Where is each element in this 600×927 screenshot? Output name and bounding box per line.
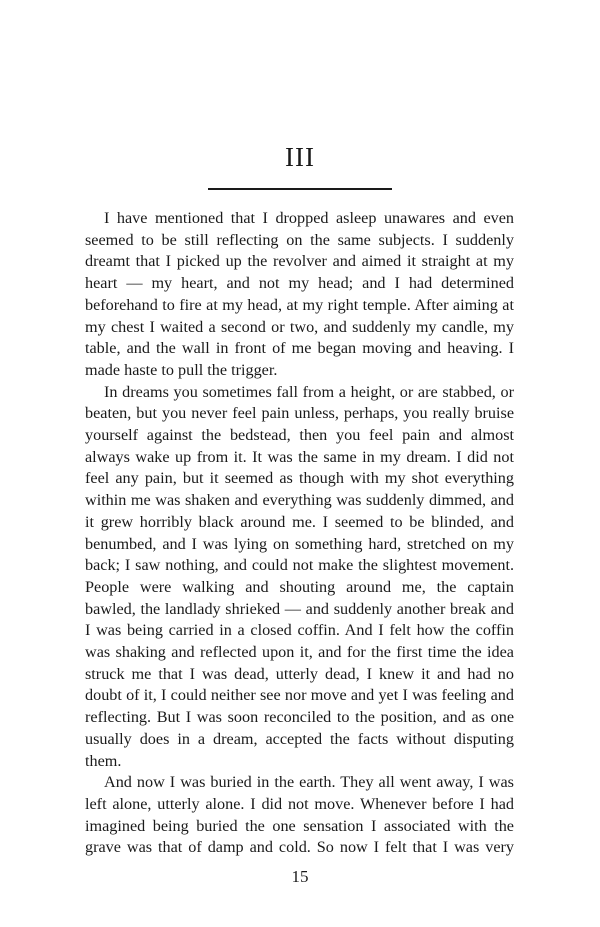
paragraph: And now I was buried in the earth. They all went away, I was left alone, utterly alone. I did not move. Whenever before I had imagined being buried the one sensation I associated with the grave was that of damp and cold. So now I felt that I was very [85,773,514,857]
chapter-divider [208,188,392,190]
body-text [85,208,514,859]
chapter-heading: III [285,142,315,172]
page-number: 15 [291,867,309,886]
paragraph: In dreams you sometimes fall from a height, or are stabbed, or beaten, but you never feel pain unless, perhaps, you really bruise yourself against the bedstead, then you feel pain and almost always wake up from it. It was the same in my dream. I did not feel any pain, but it seemed as though with my shot everything within me was shaken and everything was suddenly dimmed, and it grew horribly black around me. I seemed to be blinded, and benumbed, and I was lying on something hard, stretched on my back; I saw nothing, and could not make the slightest movement. People were walking and shouting around me, the captain bawled, the landlady shrieked — and suddenly another break and I was being carried in a closed coffin. And I felt how the coffin was shaking and reflected upon it, and for the first time the idea struck me that I was dead, utterly dead, I knew it and had no doubt of it, I could neither see nor move and yet I was feeling and reflecting. But I was soon reconciled to the position, and as one usually does in a dream, accepted the facts without disputing them. [85,382,514,770]
paragraph: I have mentioned that I dropped asleep unawares and even seemed to be still reflecting on the same subjects. I suddenly dreamt that I picked up the revolver and aimed it straight at my heart — my heart, and not my head; and I had determined beforehand to fire at my head, at my right temple. After aiming at my chest I waited a second or two, and suddenly my candle, my table, and the wall in front of me began moving and heaving. I made haste to pull the trigger. [85,209,514,379]
